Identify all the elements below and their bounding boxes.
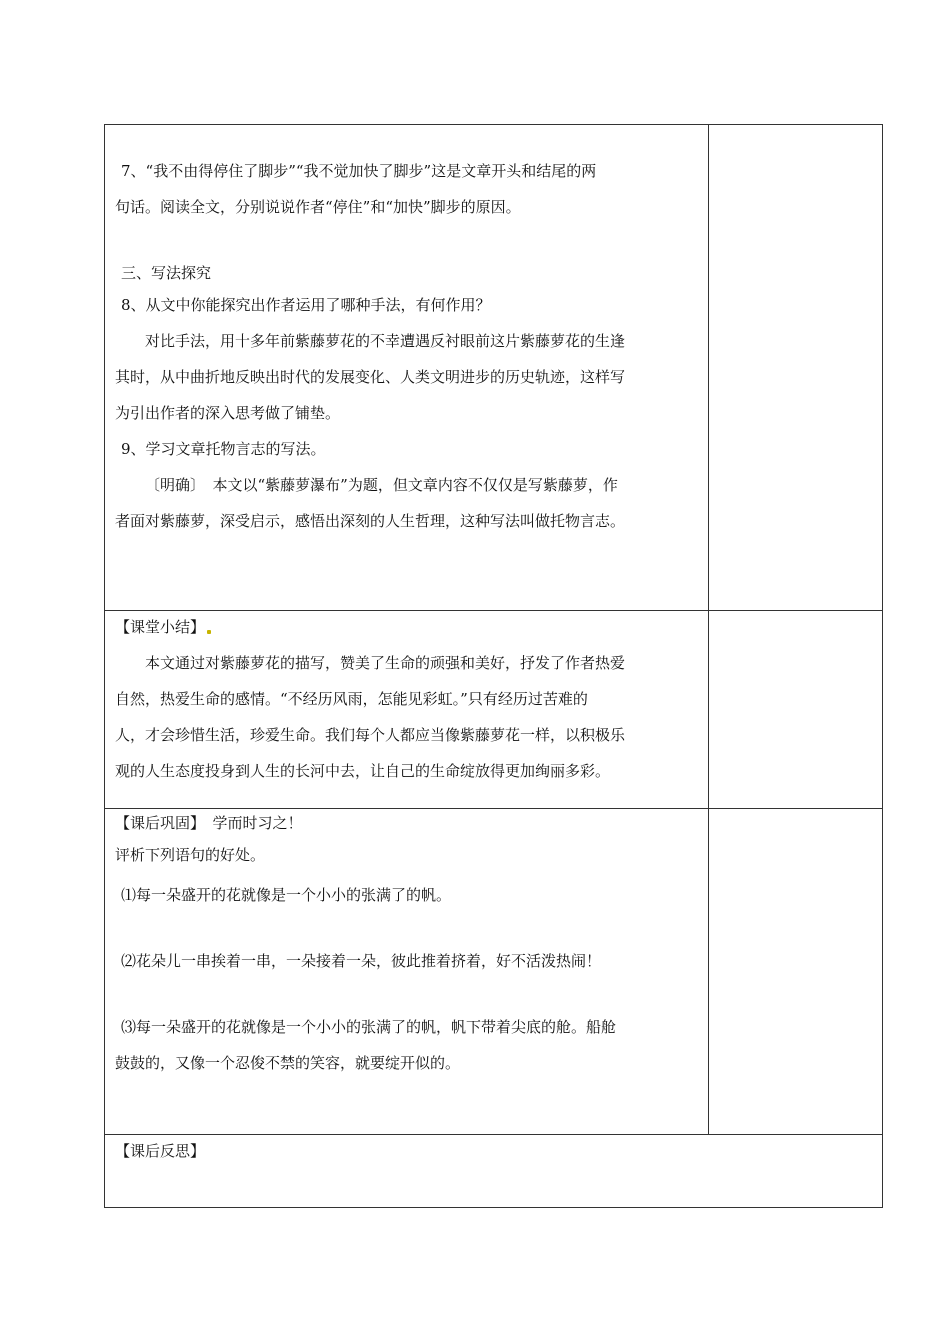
question-7-line-2: 句话。阅读全文，分别说说作者“停住”和“加快”脚步的原因。 [115,198,521,216]
section-reading-questions [115,153,705,539]
marker-dot [207,630,211,634]
summary-line-3: 人，才会珍惜生活，珍爱生命。我们每个人都应当像紫藤萝花一样，以积极乐 [115,726,626,744]
column-divider [708,125,709,1134]
lesson-table [104,124,883,1208]
section-after-class-practice [115,807,705,1081]
heading-writing-technique: 三、写法探究 [121,264,212,282]
summary-line-1: 本文通过对紫藤萝花的描写，赞美了生命的顽强和美好，抒发了作者热爱 [145,654,626,672]
sentence-3-line-2: 鼓鼓的，又像一个忍俊不禁的笑容，就要绽开似的。 [115,1054,461,1072]
answer-9-line-2: 者面对紫藤萝，深受启示，感悟出深刻的人生哲理，这种写法叫做托物言志。 [115,512,626,530]
question-8: 8、从文中你能探究出作者运用了哪种手法，有何作用？ [121,296,491,314]
sentence-1: ⑴每一朵盛开的花就像是一个小小的张满了的帆。 [121,886,452,904]
question-9: 9、学习文章托物言志的写法。 [121,440,326,458]
answer-8-line-2: 其时，从中曲折地反映出时代的发展变化、人类文明进步的历史轨迹，这样写 [115,368,626,386]
practice-intro: 评析下列语句的好处。 [115,846,266,864]
answer-8-line-1: 对比手法，用十多年前紫藤萝花的不幸遭遇反衬眼前这片紫藤萝花的生逢 [145,332,626,350]
practice-title: 【课后巩固】 学而时习之！ [115,814,303,832]
sentence-2: ⑵花朵儿一串挨着一串，一朵接着一朵，彼此推着挤着，好不活泼热闹！ [121,952,602,970]
answer-8-line-3: 为引出作者的深入思考做了铺垫。 [115,404,341,422]
section-reflection [115,1133,705,1169]
summary-title: 【课堂小结】 [115,618,206,636]
question-7-line-1: 7、“我不由得停住了脚步”“我不觉加快了脚步”这是文章开头和结尾的两 [121,162,597,180]
sentence-3-line-1: ⑶每一朵盛开的花就像是一个小小的张满了的帆，帆下带着尖底的舱。船舱 [121,1018,617,1036]
summary-line-2: 自然，热爱生命的感情。“不经历风雨，怎能见彩虹。”只有经历过苦难的 [115,690,588,708]
reflection-title: 【课后反思】 [115,1142,206,1160]
summary-line-4: 观的人生态度投身到人生的长河中去，让自己的生命绽放得更加绚丽多彩。 [115,762,611,780]
section-class-summary [115,609,705,789]
answer-9-line-1: 〔明确〕 本文以“紫藤萝瀑布”为题，但文章内容不仅仅是写紫藤萝，作 [145,476,618,494]
